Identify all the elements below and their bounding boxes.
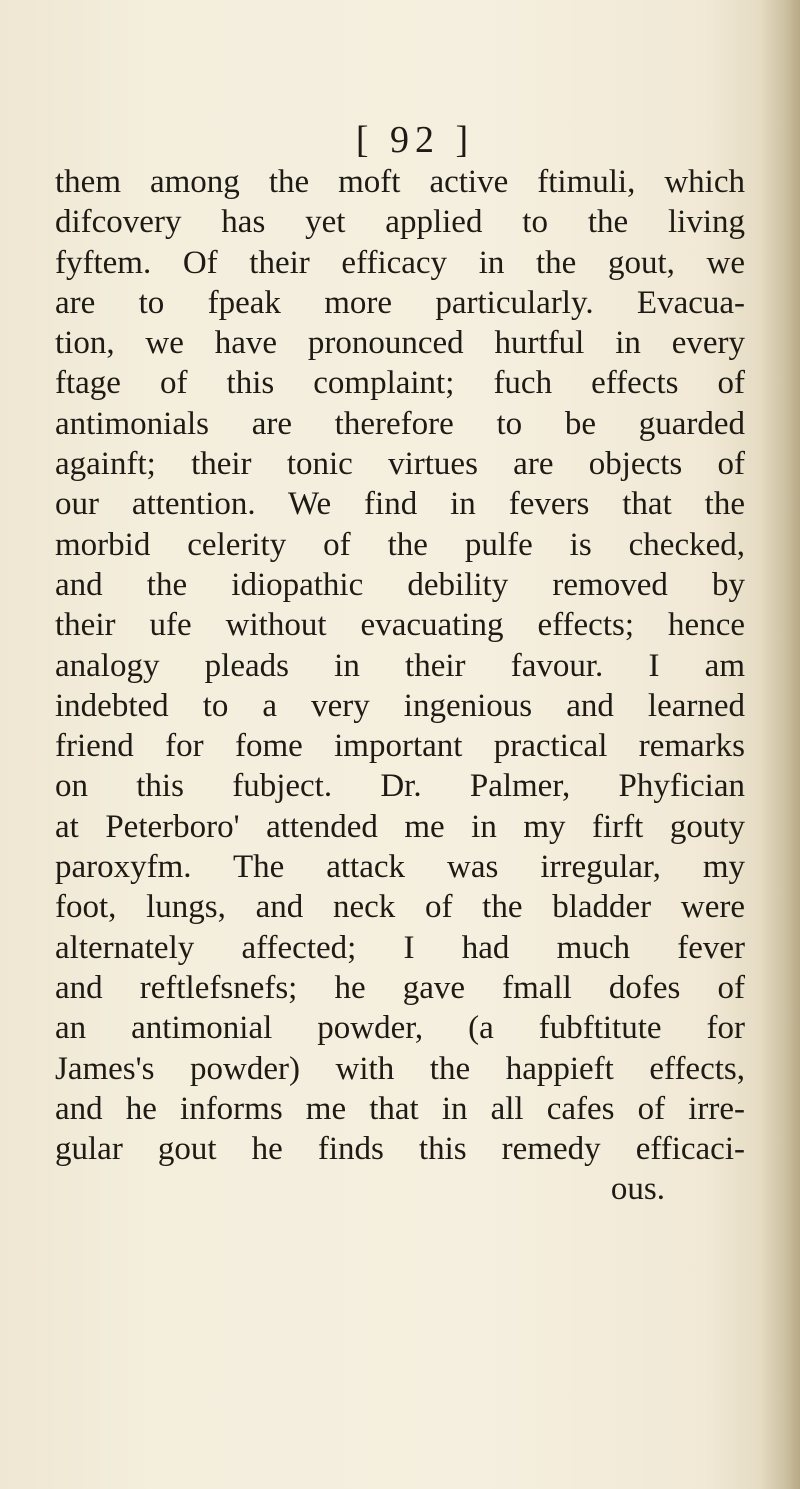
text-line: them among the moft active ftimuli, which [55,164,745,200]
text-line: are to fpeak more particularly. Evacua- [55,284,745,321]
text-line: and he informs me that in all cafes of irre- [55,1090,745,1127]
text-line: paroxyfm. The attack was irregular, my [55,849,745,886]
text-line: at Peterboro' attended me in my firft gouty [55,808,745,845]
text-line: friend for fome important practical remarks [55,728,745,765]
catchword: ous. [610,1171,665,1208]
text-line: James's powder) with the happieft effects, [55,1050,745,1087]
text-line: fyftem. Of their efficacy in the gout, we [55,244,745,281]
text-line: indebted to a very ingenious and learned [55,687,745,724]
text-line: on this fubject. Dr. Palmer, Phyfician [55,768,745,805]
text-line: tion, we have pronounced hurtful in every [55,325,745,362]
text-line: their ufe without evacuating effects; hence [55,607,745,644]
text-line: analogy pleads in their favour. I am [55,647,745,684]
text-line: gular gout he finds this remedy efficaci- [55,1131,745,1168]
text-line: an antimonial powder, (a fubftitute for [55,1010,745,1047]
page-number: [ 92 ] [355,119,475,161]
text-line: and the idiopathic debility removed by [55,566,745,603]
text-line: and reftlefsnefs; he gave fmall dofes of [55,969,745,1006]
page-edge-shadow [760,0,800,1489]
text-line: difcovery has yet applied to the living [55,204,745,241]
text-line: antimonials are therefore to be guarded [55,405,745,442]
text-line: alternately affected; I had much fever [55,929,745,966]
text-line: foot, lungs, and neck of the bladder were [55,889,745,926]
body-text [55,162,745,1210]
text-line: morbid celerity of the pulfe is checked, [55,526,745,563]
text-line: ftage of this complaint; fuch effects of [55,365,745,402]
text-line: againft; their tonic virtues are objects of [55,446,745,483]
text-line: our attention. We find in fevers that the [55,486,745,523]
